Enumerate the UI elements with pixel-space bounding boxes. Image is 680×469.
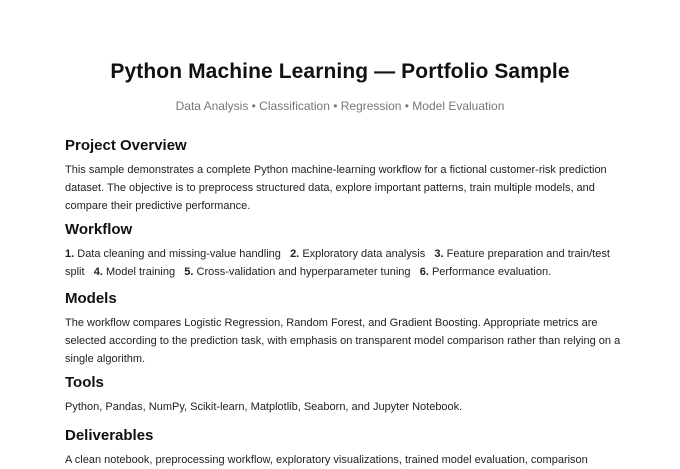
section-heading: Workflow — [65, 221, 133, 238]
workflow-step-1 — [65, 248, 281, 260]
section-body: A clean notebook, preprocessing workflow, exploratory visualizations, trained model evaluation, comparison — [65, 454, 588, 466]
section-body: Python, Pandas, NumPy, Scikit-learn, Matplotlib, Seaborn, and Jupyter Notebook. — [65, 401, 463, 413]
section-workflow — [65, 221, 625, 281]
page-title: Python Machine Learning — Portfolio Sample — [110, 60, 570, 83]
section-body: This sample demonstrates a complete Python machine-learning workflow for a fictional customer-risk prediction dataset. The objective is to preprocess structured data, explore important patterns, train multiple models, and compare their predictive performance. — [65, 164, 607, 212]
step-number: 2. — [290, 248, 300, 260]
step-number: 1. — [65, 248, 75, 260]
page-subtitle: Data Analysis • Classification • Regression • Model Evaluation — [175, 99, 505, 113]
step-number: 5. — [184, 266, 194, 278]
workflow-step-2 — [290, 248, 425, 260]
section-heading: Models — [65, 290, 117, 307]
section-project-overview — [65, 137, 625, 215]
section-deliverables — [65, 427, 625, 469]
step-number: 4. — [93, 266, 103, 278]
workflow-step-6 — [420, 266, 551, 278]
step-text: Data cleaning and missing-value handling — [77, 248, 281, 260]
step-text: Model training — [105, 266, 176, 278]
step-number: 3. — [434, 248, 444, 260]
section-models — [65, 290, 625, 368]
step-number: 6. — [419, 266, 429, 278]
section-heading: Project Overview — [65, 137, 187, 154]
step-text: Performance evaluation. — [431, 266, 552, 278]
step-text: Feature preparation and train/test split — [65, 248, 610, 278]
workflow-step-4 — [94, 266, 175, 278]
workflow-steps — [65, 245, 625, 281]
section-body: The workflow compares Logistic Regression, Random Forest, and Gradient Boosting. Appropriate metrics are selected according to the prediction task, with emphasis on transparent model comparison rather than relying on a single algorithm. — [65, 317, 621, 365]
section-tools — [65, 374, 625, 416]
step-text: Exploratory data analysis — [302, 248, 426, 260]
workflow-step-5 — [184, 266, 410, 278]
section-heading: Deliverables — [65, 427, 154, 444]
section-heading: Tools — [65, 374, 104, 391]
step-text: Cross-validation and hyperparameter tuning — [196, 266, 411, 278]
